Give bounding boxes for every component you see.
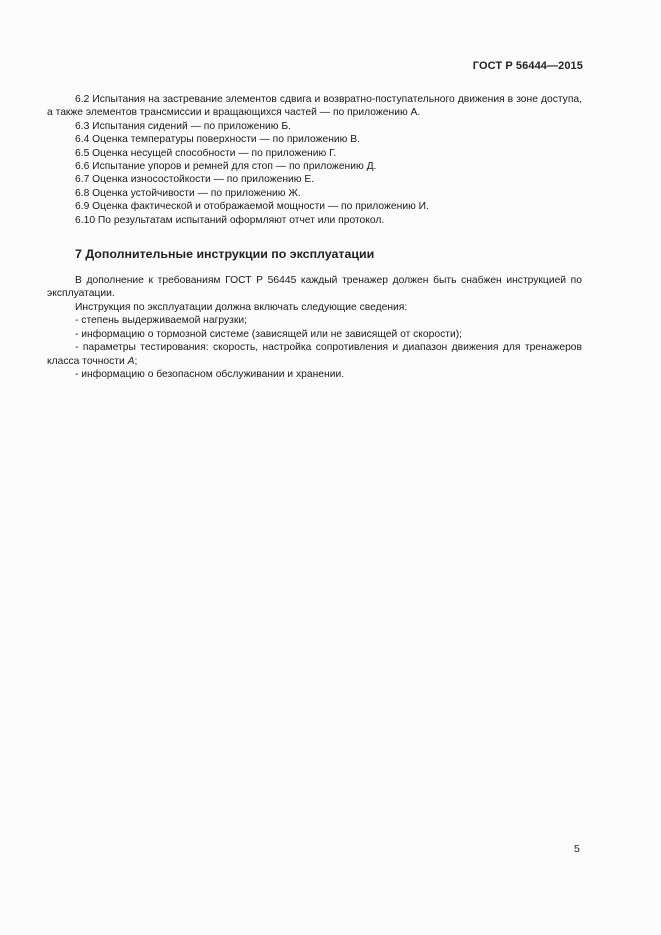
- list-item-load: - степень выдерживаемой нагрузки;: [75, 315, 247, 327]
- clause-6-7: 6.7 Оценка износостойкости — по приложению Е.: [75, 174, 315, 186]
- list-item-testing: [47, 341, 582, 368]
- clause-6-5: 6.5 Оценка несущей способности — по приложению Г.: [75, 147, 337, 159]
- page-number: 5: [574, 843, 580, 855]
- section-7-intro: В дополнение к требованиям ГОСТ Р 56445 каждый тренажер должен быть снабжен инструкцией по эксплуатации.: [47, 275, 582, 300]
- clause-6-4: 6.4 Оценка температуры поверхности — по приложению В.: [75, 134, 360, 146]
- list-item-testing-end: ;: [134, 355, 138, 367]
- clause-6-3: 6.3 Испытания сидений — по приложению Б.: [75, 120, 291, 132]
- accuracy-class-label: А: [127, 355, 135, 367]
- list-item-testing-text: - параметры тестирования: скорость, настройка сопротивления и диапазон движения для тренажеров класса точности: [47, 342, 582, 367]
- page-content: [47, 93, 582, 381]
- clause-6-6: 6.6 Испытание упоров и ремней для стоп — по приложению Д.: [75, 161, 377, 173]
- clause-6-10: 6.10 По результатам испытаний оформляют отчет или протокол.: [75, 214, 385, 226]
- list-item-maintenance: - информацию о безопасном обслуживании и хранении.: [75, 368, 345, 380]
- list-item-brake: - информацию о тормозной системе (зависящей или не зависящей от скорости);: [75, 328, 462, 340]
- clause-6-8: 6.8 Оценка устойчивости — по приложению Ж.: [75, 187, 301, 199]
- document-code-header: ГОСТ Р 56444—2015: [472, 60, 583, 72]
- section-7-lead: Инструкция по эксплуатации должна включать следующие сведения:: [75, 301, 408, 313]
- clause-6-2: 6.2 Испытания на застревание элементов сдвига и возвратно-поступательного движения в зоне доступа, а также элементов трансмиссии и вращающихся частей — по приложению А.: [47, 94, 582, 119]
- section-7-heading: 7 Дополнительные инструкции по эксплуатации: [75, 247, 375, 262]
- clause-6-9: 6.9 Оценка фактической и отображаемой мощности — по приложению И.: [75, 201, 429, 213]
